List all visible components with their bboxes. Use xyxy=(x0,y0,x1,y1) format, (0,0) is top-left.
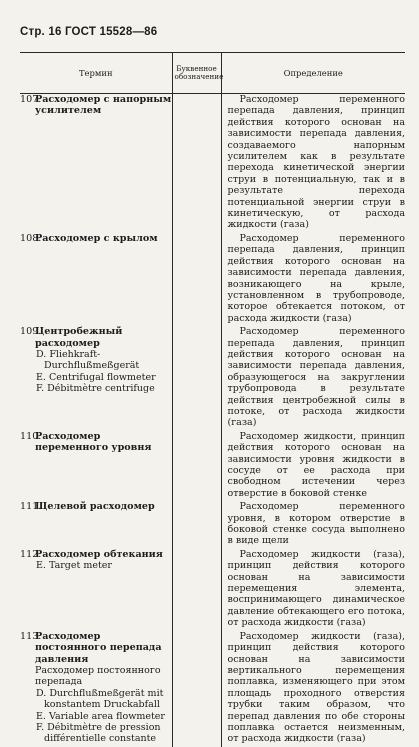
term-number: 108. xyxy=(20,232,42,244)
term-number: 113. xyxy=(20,630,42,642)
table-header-row xyxy=(20,53,405,94)
table-row xyxy=(20,94,405,231)
definition-text: Расходомер жидкости (газа), принцип действия которого основан на зависимости вертикального перемещения поплавка, изменяющего при этом площадь проходного отверстия трубки таким образом, что перепад давления по обе стороны поплавка остается неизменным, от расхода жидкости (газа) xyxy=(227,630,405,745)
foreign-equivalent: D. Durchflußmeßgerät mit konstantem Druckabfall xyxy=(36,687,164,711)
table-row xyxy=(20,631,405,745)
term-name: Щелевой расходомер xyxy=(35,501,155,513)
term-name: Расходомер с крылом xyxy=(35,232,158,244)
term-cell xyxy=(20,631,172,745)
term-title xyxy=(20,631,172,665)
abbreviation-cell xyxy=(172,326,221,429)
definition-text: Расходомер переменного перепада давления, принцип действия которого основан на зависимости перепада давления, создаваемого напорным усилителем как в результате перехода кинетической энергии струи в потенциальную, так и в результате перехода потенциальной энергии струи в кинетическую, от расхода жидкости (газа) xyxy=(227,94,405,231)
foreign-equivalent: D. Fliehkraft-Durchflußmeßgerät xyxy=(36,348,140,372)
definition-cell xyxy=(221,233,405,324)
term-title xyxy=(20,501,172,512)
abbreviation-cell xyxy=(172,501,221,547)
column-header-definition: Определение xyxy=(221,53,405,94)
term-number: 107. xyxy=(20,94,42,105)
table-row xyxy=(20,431,405,499)
definition-cell xyxy=(221,631,405,745)
term-number: 111. xyxy=(20,501,42,513)
term-name: Расходомер переменного уровня xyxy=(35,430,152,454)
term-title xyxy=(20,94,172,117)
term-number: 110. xyxy=(20,430,42,442)
definition-cell xyxy=(221,501,405,547)
term-name: Расходомер обтекания xyxy=(35,548,163,560)
definition-cell xyxy=(221,326,405,429)
foreign-equivalent: E. Centrifugal flowmeter xyxy=(36,371,156,383)
abbreviation-cell xyxy=(172,431,221,499)
definition-text: Расходомер переменного перепада давления, принцип действия которого основан на зависимости перепада давления, образующегося на закруглении трубопровода в результате действия центробежной силы в потоке, от расхода жидкости (газа) xyxy=(227,326,405,429)
term-cell xyxy=(20,549,172,629)
foreign-equivalent: E. Variable area flowmeter xyxy=(36,710,165,722)
term-title xyxy=(20,549,172,560)
table-row xyxy=(20,549,405,629)
foreign-equivalent: F. Débitmètre de pression différentielle constante xyxy=(36,721,161,745)
table-row xyxy=(20,233,405,324)
foreign-equivalent: F. Débitmètre centrifuge xyxy=(36,383,155,395)
term-cell xyxy=(20,431,172,499)
abbreviation-cell xyxy=(172,631,221,745)
definition-cell xyxy=(221,431,405,499)
page-header: Стр. 16 ГОСТ 15528—86 xyxy=(20,26,158,38)
definition-cell xyxy=(221,94,405,231)
definition-text: Расходомер переменного уровня, в котором отверстие в боковой стенке сосуда выполнено в виде щели xyxy=(227,501,405,547)
column-header-abbreviation: Буквенное обозначение xyxy=(172,53,221,94)
term-title xyxy=(20,326,172,349)
term-name: Расходомер с напорным усилителем xyxy=(35,94,172,117)
definition-cell xyxy=(221,549,405,629)
term-cell xyxy=(20,233,172,324)
term-number: 112. xyxy=(20,548,42,560)
abbreviation-cell xyxy=(172,233,221,324)
term-cell xyxy=(20,94,172,231)
table-row xyxy=(20,501,405,547)
abbreviation-cell xyxy=(172,94,221,231)
term-name: Центробежный расходомер xyxy=(35,326,123,349)
column-header-term: Термин xyxy=(20,53,172,94)
definition-text: Расходомер жидкости, принцип действия которого основан на зависимости уровня жидкости в сосуде от ее расхода при свободном истечении через отверстие в боковой стенке xyxy=(227,430,405,499)
terms-table xyxy=(20,52,405,747)
table-row xyxy=(20,326,405,429)
foreign-equivalent: E. Target meter xyxy=(36,560,112,572)
term-number: 109. xyxy=(20,326,42,338)
definition-text: Расходомер жидкости (газа), принцип действия которого основан на зависимости перемещения элемента, воспринимающего динамическое давление обтекающего его потока, от расхода жидкости (газа) xyxy=(227,548,405,629)
definition-text: Расходомер переменного перепада давления, принцип действия которого основан на зависимости перепада давления, возникающего на крыле, установленном в трубопроводе, которое обтекается потоком, от расхода жидкости (газа) xyxy=(227,232,405,324)
term-title xyxy=(20,233,172,244)
term-cell xyxy=(20,326,172,429)
table-body xyxy=(20,94,405,747)
term-title xyxy=(20,431,172,454)
abbreviation-cell xyxy=(172,549,221,629)
term-synonym: Расходомер постоянного перепада xyxy=(35,664,161,688)
term-cell xyxy=(20,501,172,547)
row-spacer xyxy=(20,745,405,747)
term-name: Расходомер постоянного перепада давления xyxy=(35,630,162,665)
